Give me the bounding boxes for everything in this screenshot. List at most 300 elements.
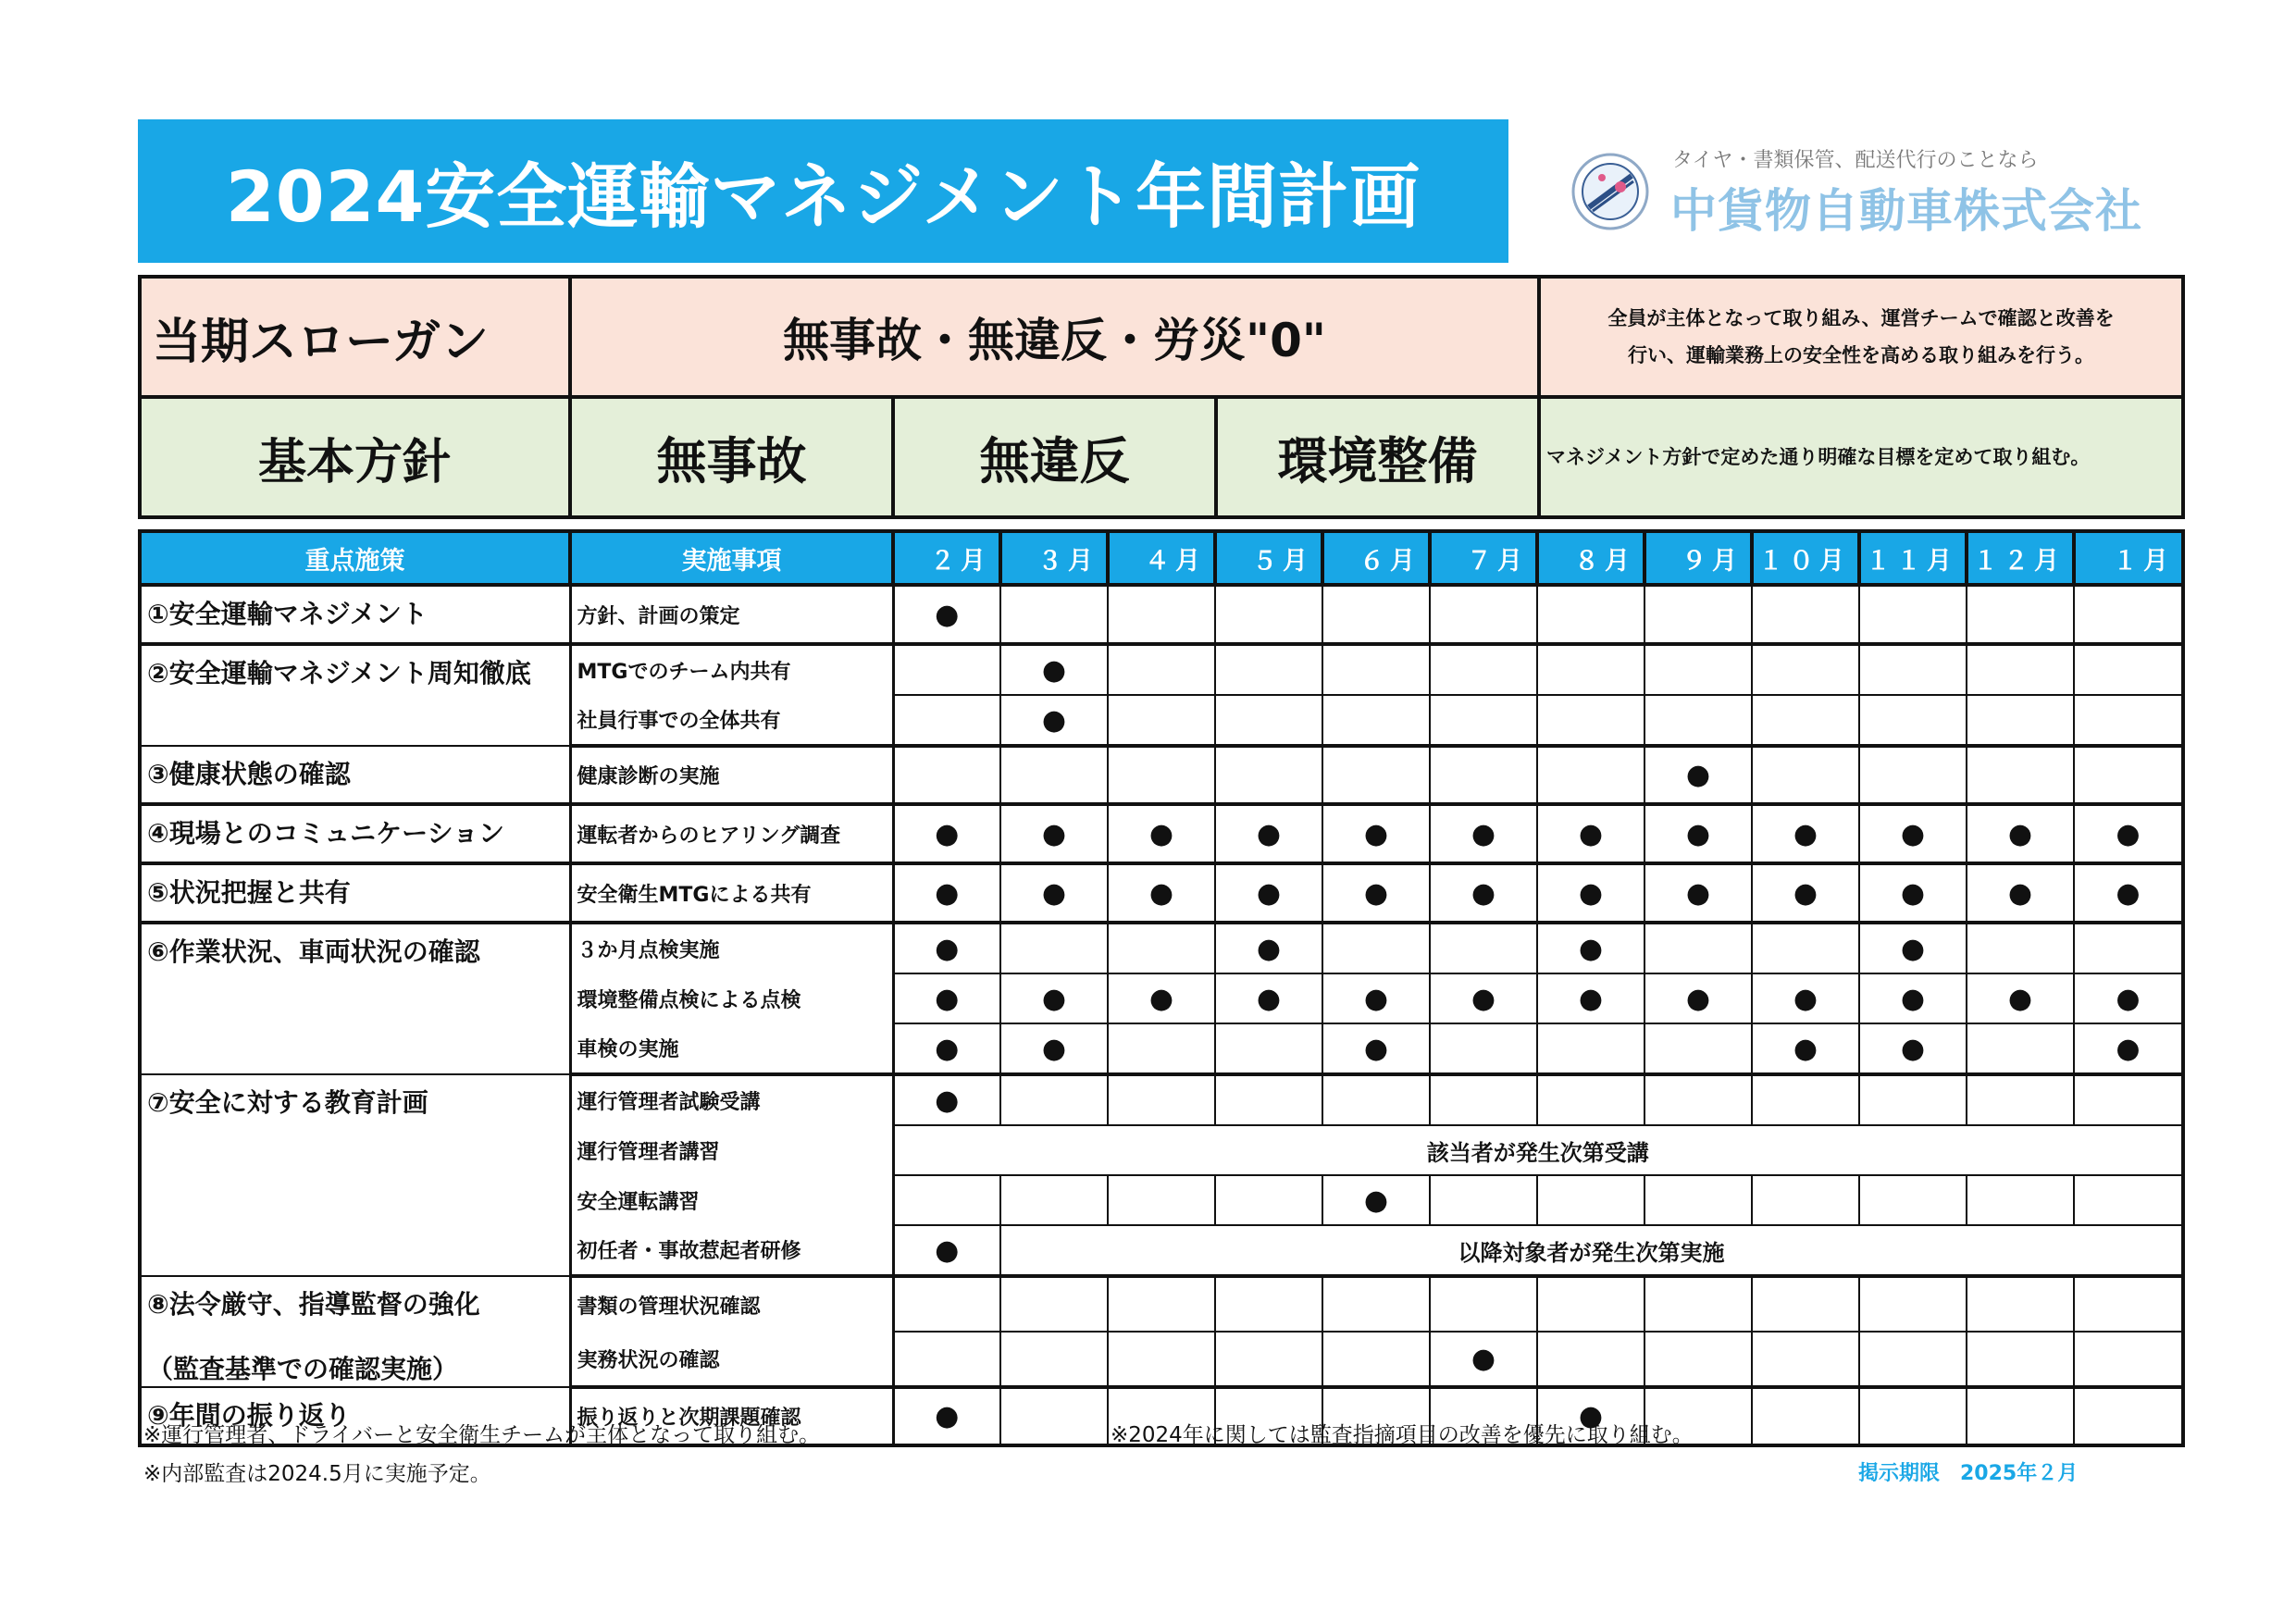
month-cell — [1644, 1074, 1752, 1125]
slogan-text: 無事故・無違反・労災"0" — [570, 277, 1539, 397]
month-cell — [1215, 923, 1322, 973]
schedule-row — [140, 644, 2183, 695]
header-month: ４月 — [1108, 531, 1215, 585]
action-item: 書類の管理状況確認 — [570, 1276, 893, 1332]
month-cell — [1967, 1332, 2074, 1387]
plan-dot-icon: ● — [1471, 982, 1496, 1015]
plan-dot-icon: ● — [1578, 876, 1604, 910]
schedule-row — [140, 1276, 2183, 1332]
footer-note: ※運行管理者、ドライバーと安全衛生チームが主体となって取り組む。 — [143, 1423, 821, 1447]
month-cell — [2074, 644, 2183, 695]
month-cell — [1752, 1387, 1859, 1445]
month-cell — [1537, 863, 1644, 923]
month-cell — [1000, 1332, 1108, 1387]
measure-cell — [140, 923, 570, 1074]
action-item: 初任者・事故惹起者研修 — [570, 1225, 893, 1276]
action-item: 健康診断の実施 — [570, 746, 893, 804]
schedule-body — [140, 585, 2183, 1445]
month-cell — [1430, 973, 1537, 1023]
measure-cell — [140, 1074, 570, 1276]
action-item: 安全運転講習 — [570, 1175, 893, 1225]
logo-tagline: タイヤ・書類保管、配送代行のことなら — [1672, 149, 2039, 172]
plan-dot-icon: ● — [1256, 817, 1282, 850]
month-cell — [1215, 1023, 1322, 1074]
measure-label: ①安全運輸マネジメント — [147, 599, 428, 629]
policy-item: 無事故 — [570, 397, 893, 517]
month-cell — [1752, 1074, 1859, 1125]
month-cell — [893, 1023, 1000, 1074]
plan-dot-icon: ● — [935, 876, 960, 910]
month-cell — [1000, 746, 1108, 804]
month-cell — [1752, 746, 1859, 804]
month-cell — [1859, 1387, 1967, 1445]
footer-note: ※2024年に関しては監査指摘項目の改善を優先に取り組む。 — [1111, 1423, 1694, 1447]
header-month: ７月 — [1430, 531, 1537, 585]
month-cell — [1215, 863, 1322, 923]
month-cell — [1644, 644, 1752, 695]
month-cell — [1537, 695, 1644, 746]
month-cell — [1000, 1023, 1108, 1074]
month-cell — [1430, 1074, 1537, 1125]
month-cell — [893, 1276, 1000, 1332]
month-cell — [1322, 973, 1430, 1023]
plan-dot-icon: ● — [1685, 759, 1711, 791]
month-cell — [1859, 804, 1967, 863]
month-cell — [1108, 1175, 1215, 1225]
policy-label: 基本方針 — [140, 397, 570, 517]
month-cell — [1215, 1276, 1322, 1332]
month-cell — [1000, 923, 1108, 973]
month-cell — [1859, 923, 1967, 973]
month-cell — [1322, 923, 1430, 973]
header-month: ５月 — [1215, 531, 1322, 585]
month-cell — [1215, 1332, 1322, 1387]
month-cell — [2074, 804, 2183, 863]
month-cell — [1430, 1175, 1537, 1225]
month-cell — [1322, 1074, 1430, 1125]
month-cell — [1430, 585, 1537, 644]
month-cell — [893, 1225, 1000, 1276]
month-cell — [893, 1387, 1000, 1445]
policy-item: 環境整備 — [1216, 397, 1539, 517]
slogan-note-line-2: 行い、運輸業務上の安全性を高める取り組みを行う。 — [1628, 344, 2095, 366]
measure-label: ③健康状態の確認 — [147, 759, 351, 789]
month-cell — [2074, 923, 2183, 973]
month-cell — [1322, 695, 1430, 746]
header-month: ６月 — [1322, 531, 1430, 585]
plan-dot-icon: ● — [1148, 817, 1174, 850]
action-item: ３か月点検実施 — [570, 923, 893, 973]
month-cell — [1000, 1387, 1108, 1445]
header-month: ９月 — [1644, 531, 1752, 585]
plan-dot-icon: ● — [1041, 1032, 1067, 1065]
action-item: 環境整備点検による点検 — [570, 973, 893, 1023]
plan-dot-icon: ● — [935, 932, 960, 965]
plan-dot-icon: ● — [2116, 1032, 2141, 1065]
plan-dot-icon: ● — [1900, 817, 1926, 850]
month-cell — [2074, 973, 2183, 1023]
policy-note: マネジメント方針で定めた通り明確な目標を定めて取り組む。 — [1539, 397, 2183, 517]
plan-dot-icon: ● — [935, 982, 960, 1015]
month-cell — [1752, 923, 1859, 973]
month-cell — [1430, 1276, 1537, 1332]
month-cell — [893, 644, 1000, 695]
month-cell — [1644, 1175, 1752, 1225]
action-item: 運転者からのヒアリング調査 — [570, 804, 893, 863]
month-cell — [1752, 1175, 1859, 1225]
action-item: 社員行事での全体共有 — [570, 695, 893, 746]
plan-dot-icon: ● — [1685, 817, 1711, 850]
month-cell — [1430, 1332, 1537, 1387]
plan-dot-icon: ● — [1793, 1032, 1818, 1065]
schedule-row — [140, 1074, 2183, 1125]
month-cell — [1322, 1023, 1430, 1074]
plan-dot-icon: ● — [1471, 817, 1496, 850]
month-cell — [2074, 746, 2183, 804]
month-cell — [1215, 695, 1322, 746]
month-cell — [1967, 746, 2074, 804]
action-item: 安全衛生MTGによる共有 — [570, 863, 893, 923]
plan-dot-icon: ● — [935, 1084, 960, 1117]
measure-cell — [140, 746, 570, 804]
month-cell — [893, 973, 1000, 1023]
plan-dot-icon: ● — [1578, 1400, 1604, 1432]
month-cell — [1967, 1023, 2074, 1074]
month-cell — [1215, 973, 1322, 1023]
month-cell — [2074, 1387, 2183, 1445]
plan-dot-icon: ● — [2116, 982, 2141, 1015]
plan-dot-icon: ● — [1148, 876, 1174, 910]
month-cell — [893, 585, 1000, 644]
month-cell — [893, 695, 1000, 746]
measure-label-sub: （監査基準での確認実施） — [147, 1354, 459, 1384]
month-cell — [1000, 973, 1108, 1023]
measure-label: ②安全運輸マネジメント周知徹底 — [147, 658, 531, 688]
month-cell — [1537, 1023, 1644, 1074]
plan-dot-icon: ● — [1041, 876, 1067, 910]
month-cell — [2074, 1332, 2183, 1387]
month-cell — [893, 1074, 1000, 1125]
month-cell — [2074, 1276, 2183, 1332]
month-cell — [1430, 746, 1537, 804]
month-cell — [1967, 1074, 2074, 1125]
month-cell — [2074, 695, 2183, 746]
plan-dot-icon: ● — [1471, 876, 1496, 910]
policy-item: 無違反 — [893, 397, 1216, 517]
plan-dot-icon: ● — [1256, 876, 1282, 910]
plan-dot-icon: ● — [1578, 982, 1604, 1015]
action-item: 振り返りと次期課題確認 — [570, 1387, 893, 1445]
plan-dot-icon: ● — [935, 598, 960, 631]
month-cell — [2074, 585, 2183, 644]
month-cell — [893, 746, 1000, 804]
month-cell — [1322, 1332, 1430, 1387]
month-cell — [1537, 1074, 1644, 1125]
plan-dot-icon: ● — [1900, 982, 1926, 1015]
month-cell — [1108, 695, 1215, 746]
month-cell — [1108, 1276, 1215, 1332]
plan-dot-icon: ● — [1793, 817, 1818, 850]
company-logo — [1569, 139, 2152, 245]
action-item: 運行管理者試験受講 — [570, 1074, 893, 1125]
slogan-note-line-1: 全員が主体となって取り組み、運営チームで確認と改善を — [1607, 307, 2115, 329]
month-cell — [1108, 1332, 1215, 1387]
month-cell — [1215, 644, 1322, 695]
action-item: 実務状況の確認 — [570, 1332, 893, 1387]
month-cell — [1108, 746, 1215, 804]
plan-dot-icon: ● — [935, 1233, 960, 1267]
plan-dot-icon: ● — [935, 1400, 960, 1432]
month-cell — [1859, 973, 1967, 1023]
plan-dot-icon: ● — [1900, 1032, 1926, 1065]
month-cell — [1322, 804, 1430, 863]
month-cell — [1537, 973, 1644, 1023]
header-measure: 重点施策 — [140, 531, 570, 585]
month-cell — [1537, 1175, 1644, 1225]
plan-dot-icon: ● — [935, 1032, 960, 1065]
month-cell — [1967, 585, 2074, 644]
plan-dot-icon: ● — [1041, 817, 1067, 850]
month-cell — [1537, 923, 1644, 973]
schedule-row — [140, 923, 2183, 973]
action-item: 運行管理者講習 — [570, 1125, 893, 1175]
month-cell — [1000, 1276, 1108, 1332]
month-cell — [1430, 863, 1537, 923]
plan-dot-icon: ● — [935, 817, 960, 850]
schedule-header-row — [140, 531, 2183, 585]
month-cell — [1108, 1074, 1215, 1125]
measure-label: ⑥作業状況、車両状況の確認 — [147, 936, 480, 967]
month-cell — [1752, 695, 1859, 746]
month-cell — [1752, 644, 1859, 695]
month-cell — [893, 1332, 1000, 1387]
measure-cell — [140, 804, 570, 863]
month-cell — [1322, 1276, 1430, 1332]
month-cell — [1967, 695, 2074, 746]
month-cell — [893, 923, 1000, 973]
month-cell — [1967, 1276, 2074, 1332]
month-cell — [1000, 1074, 1108, 1125]
plan-dot-icon: ● — [1363, 1184, 1389, 1217]
measure-label: ④現場とのコミュニケーション — [147, 818, 505, 849]
month-cell — [1108, 973, 1215, 1023]
plan-dot-icon: ● — [2007, 876, 2033, 910]
month-cell — [1430, 695, 1537, 746]
plan-dot-icon: ● — [1900, 876, 1926, 910]
month-cell — [1108, 804, 1215, 863]
month-cell — [1967, 863, 2074, 923]
month-cell — [1644, 1276, 1752, 1332]
footer-note: ※内部監査は2024.5月に実施予定。 — [143, 1462, 491, 1486]
schedule-table — [138, 529, 2185, 1447]
measure-cell — [140, 863, 570, 923]
month-cell — [1752, 804, 1859, 863]
month-cell — [1537, 804, 1644, 863]
month-cell — [1859, 1074, 1967, 1125]
header-month: １１月 — [1859, 531, 1967, 585]
month-cell — [2074, 1023, 2183, 1074]
schedule-row — [140, 804, 2183, 863]
month-cell — [1322, 746, 1430, 804]
plan-dot-icon: ● — [2007, 982, 2033, 1015]
slogan-row — [140, 277, 2183, 397]
month-cell — [1215, 1074, 1322, 1125]
header-month: ２月 — [893, 531, 1000, 585]
month-cell — [1644, 1023, 1752, 1074]
plan-dot-icon: ● — [2116, 817, 2141, 850]
page-title: 2024安全運輸マネジメント年間計画 — [138, 119, 1508, 263]
month-cell — [1752, 973, 1859, 1023]
month-cell — [1859, 863, 1967, 923]
month-cell — [893, 804, 1000, 863]
month-cell — [1967, 973, 2074, 1023]
header-month: ３月 — [1000, 531, 1108, 585]
month-cell — [1859, 585, 1967, 644]
month-cell — [1752, 863, 1859, 923]
month-cell — [1322, 863, 1430, 923]
header-month: １２月 — [1967, 531, 2074, 585]
month-cell — [1967, 1175, 2074, 1225]
header-month: １０月 — [1752, 531, 1859, 585]
policy-row — [140, 397, 2183, 517]
month-cell — [1859, 1276, 1967, 1332]
plan-dot-icon: ● — [1793, 876, 1818, 910]
month-cell — [1322, 644, 1430, 695]
measure-label: ⑤状況把握と共有 — [147, 877, 351, 908]
month-cell — [1000, 1175, 1108, 1225]
month-cell — [1752, 1023, 1859, 1074]
measure-cell — [140, 585, 570, 644]
month-cell — [1644, 585, 1752, 644]
slogan-note — [1539, 277, 2183, 397]
month-cell — [1108, 923, 1215, 973]
month-cell — [1644, 863, 1752, 923]
month-cell — [1752, 585, 1859, 644]
month-cell — [1000, 804, 1108, 863]
month-cell — [1537, 746, 1644, 804]
plan-dot-icon: ● — [1685, 982, 1711, 1015]
month-cell — [1752, 1332, 1859, 1387]
month-cell — [2074, 1074, 2183, 1125]
month-cell — [1967, 644, 2074, 695]
month-cell — [1537, 585, 1644, 644]
month-cell — [1859, 1023, 1967, 1074]
month-cell — [1108, 863, 1215, 923]
month-cell — [1644, 973, 1752, 1023]
plan-dot-icon: ● — [1256, 932, 1282, 965]
action-item: 方針、計画の策定 — [570, 585, 893, 644]
slogan-label: 当期スローガン — [140, 277, 570, 397]
month-cell — [1859, 746, 1967, 804]
measure-label: ⑧法令厳守、指導監督の強化 — [147, 1289, 480, 1320]
month-cell — [1215, 585, 1322, 644]
plan-dot-icon: ● — [1363, 1032, 1389, 1065]
month-cell — [1000, 695, 1108, 746]
plan-dot-icon: ● — [1578, 932, 1604, 965]
plan-dot-icon: ● — [1363, 982, 1389, 1015]
month-cell — [1000, 863, 1108, 923]
plan-dot-icon: ● — [1900, 932, 1926, 965]
month-cell — [1108, 585, 1215, 644]
plan-dot-icon: ● — [1793, 982, 1818, 1015]
month-cell — [1752, 1276, 1859, 1332]
plan-dot-icon: ● — [1256, 982, 1282, 1015]
month-cell — [1644, 695, 1752, 746]
month-cell — [1430, 644, 1537, 695]
header-item: 実施事項 — [570, 531, 893, 585]
month-cell — [1108, 644, 1215, 695]
month-cell — [1967, 1387, 2074, 1445]
month-cell — [1322, 585, 1430, 644]
plan-dot-icon: ● — [1471, 1343, 1496, 1375]
posting-deadline: 掲示期限 2025年２月 — [1858, 1462, 2079, 1485]
schedule-row — [140, 746, 2183, 804]
header-month: １月 — [2074, 531, 2183, 585]
plan-dot-icon: ● — [2007, 817, 2033, 850]
measure-cell — [140, 1276, 570, 1387]
month-cell — [1859, 1332, 1967, 1387]
month-cell — [2074, 1175, 2183, 1225]
plan-dot-icon: ● — [2116, 876, 2141, 910]
month-cell — [1537, 1276, 1644, 1332]
month-cell — [893, 1175, 1000, 1225]
logo-company-name: 中貨物自動車株式会社 — [1670, 184, 2142, 238]
action-item: MTGでのチーム内共有 — [570, 644, 893, 695]
slogan-policy-table — [138, 275, 2185, 519]
month-cell — [1967, 923, 2074, 973]
plan-dot-icon: ● — [1148, 982, 1174, 1015]
month-cell — [1000, 585, 1108, 644]
plan-dot-icon: ● — [1363, 876, 1389, 910]
header-month: ８月 — [1537, 531, 1644, 585]
month-cell — [2074, 863, 2183, 923]
month-cell — [1430, 804, 1537, 863]
plan-dot-icon: ● — [1578, 817, 1604, 850]
measure-label: ⑨年間の振り返り — [147, 1400, 351, 1431]
month-cell — [1859, 695, 1967, 746]
span-note: 以降対象者が発生次第実施 — [1000, 1225, 2183, 1276]
month-cell — [1644, 1332, 1752, 1387]
schedule-row — [140, 863, 2183, 923]
month-cell — [1430, 1023, 1537, 1074]
company-emblem-icon — [1569, 150, 1652, 233]
plan-dot-icon: ● — [1363, 817, 1389, 850]
month-cell — [1215, 1175, 1322, 1225]
month-cell — [1967, 804, 2074, 863]
month-cell — [1644, 804, 1752, 863]
month-cell — [1108, 1023, 1215, 1074]
month-cell — [1537, 1332, 1644, 1387]
plan-dot-icon: ● — [1041, 982, 1067, 1015]
measure-label: ⑦安全に対する教育計画 — [147, 1087, 428, 1118]
month-cell — [1215, 746, 1322, 804]
month-cell — [1430, 923, 1537, 973]
month-cell — [1859, 644, 1967, 695]
measure-cell — [140, 644, 570, 746]
schedule-row — [140, 585, 2183, 644]
month-cell — [1537, 644, 1644, 695]
month-cell — [1215, 804, 1322, 863]
month-cell — [1322, 1175, 1430, 1225]
month-cell — [1644, 923, 1752, 973]
plan-dot-icon: ● — [1685, 876, 1711, 910]
action-item: 車検の実施 — [570, 1023, 893, 1074]
month-cell — [1859, 1175, 1967, 1225]
plan-dot-icon: ● — [1041, 703, 1067, 737]
span-note: 該当者が発生次第受講 — [893, 1125, 2183, 1175]
month-cell — [893, 863, 1000, 923]
month-cell — [1000, 644, 1108, 695]
